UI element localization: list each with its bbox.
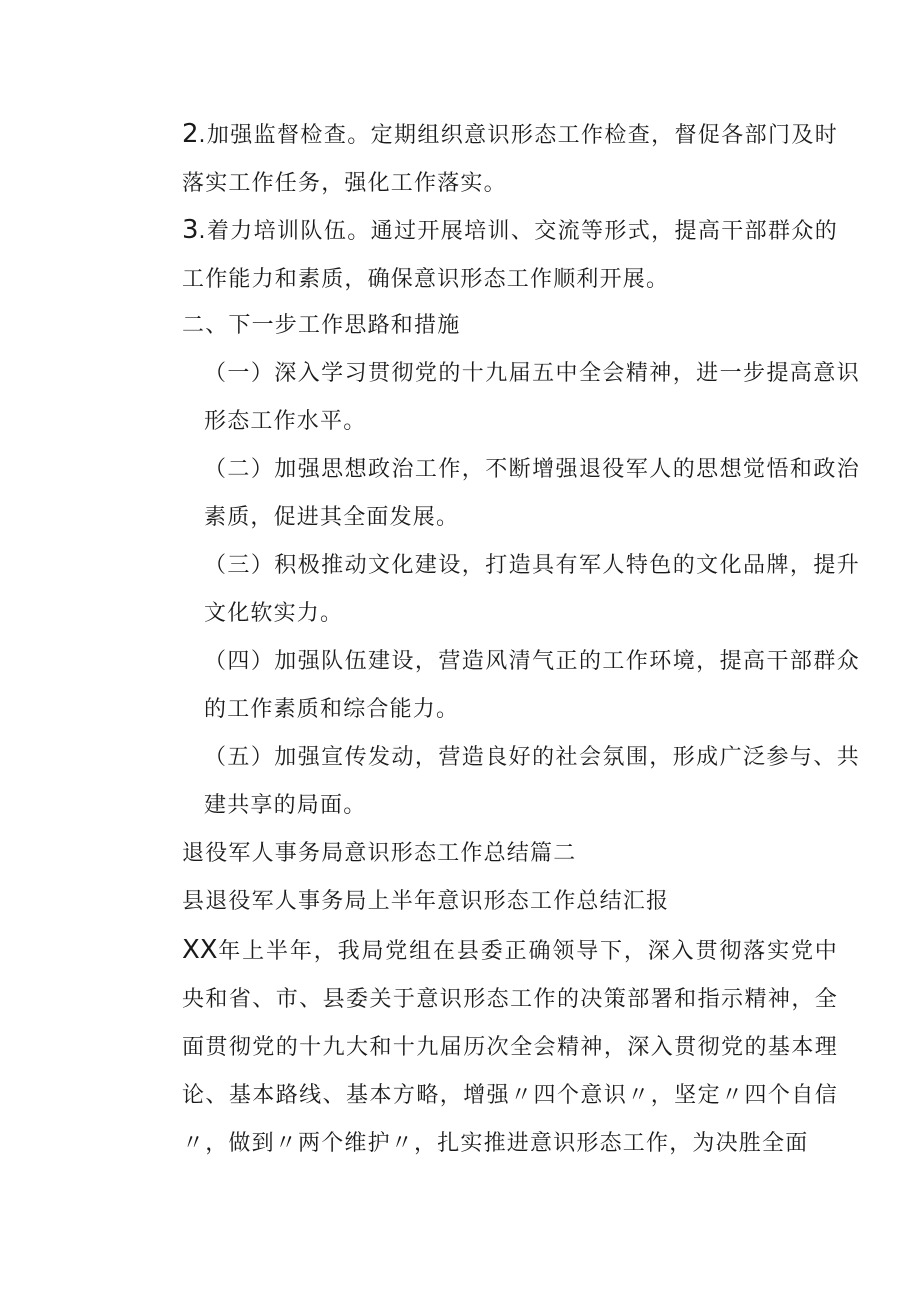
paragraph-supervision [138, 110, 838, 208]
paragraph-text: 年上半年，我局党组在县委正确领导下，深入贯彻落实党中央和省、市、县委关于意识形态工作的决策部署和指示精神，全面贯彻党的十九大和十九届历次全会精神，深入贯彻党的基本理论、基本路线、基本方略，增强〃四个意识〃，坚定〃四个自信〃，做到〃两个维护〃，扎实推进意识形态工作，为决胜全面 [182, 939, 838, 1156]
report-title: 县退役军人事务局上半年意识形态工作总结汇报 [182, 889, 670, 914]
measure-item-5: （五）加强宣传发动，营造良好的社会氛围，形成广泛参与、共建共享的局面。 [204, 745, 860, 818]
paragraph-text: .加强监督检查。定期组织意识形态工作检查，督促各部门及时落实工作任务，强化工作落实。 [182, 123, 838, 196]
item-number: 3 [182, 215, 199, 245]
section-heading-next-steps: 二、下一步工作思路和措施 [182, 313, 461, 338]
measure-item-4: （四）加强队伍建设，营造风清气正的工作环境，提高干部群众的工作素质和综合能力。 [204, 649, 860, 722]
measure-item-1: （一）深入学习贯彻党的十九届五中全会精神，进一步提高意识形态工作水平。 [204, 361, 860, 434]
item-number: 2 [182, 119, 199, 149]
paragraph-report-intro [138, 926, 838, 1168]
paragraph-training [138, 206, 838, 304]
measure-item-2: （二）加强思想政治工作，不断增强退役军人的思想觉悟和政治素质，促进其全面发展。 [204, 457, 860, 530]
measure-item-3: （三）积极推动文化建设，打造具有军人特色的文化品牌，提升文化软实力。 [204, 553, 860, 626]
paragraph-text: .着力培训队伍。通过开展培训、交流等形式，提高干部群众的工作能力和素质，确保意识形态工作顺利开展。 [182, 219, 838, 292]
section-title-part-two: 退役军人事务局意识形态工作总结篇二 [182, 841, 577, 866]
year-placeholder: XX [182, 935, 218, 965]
